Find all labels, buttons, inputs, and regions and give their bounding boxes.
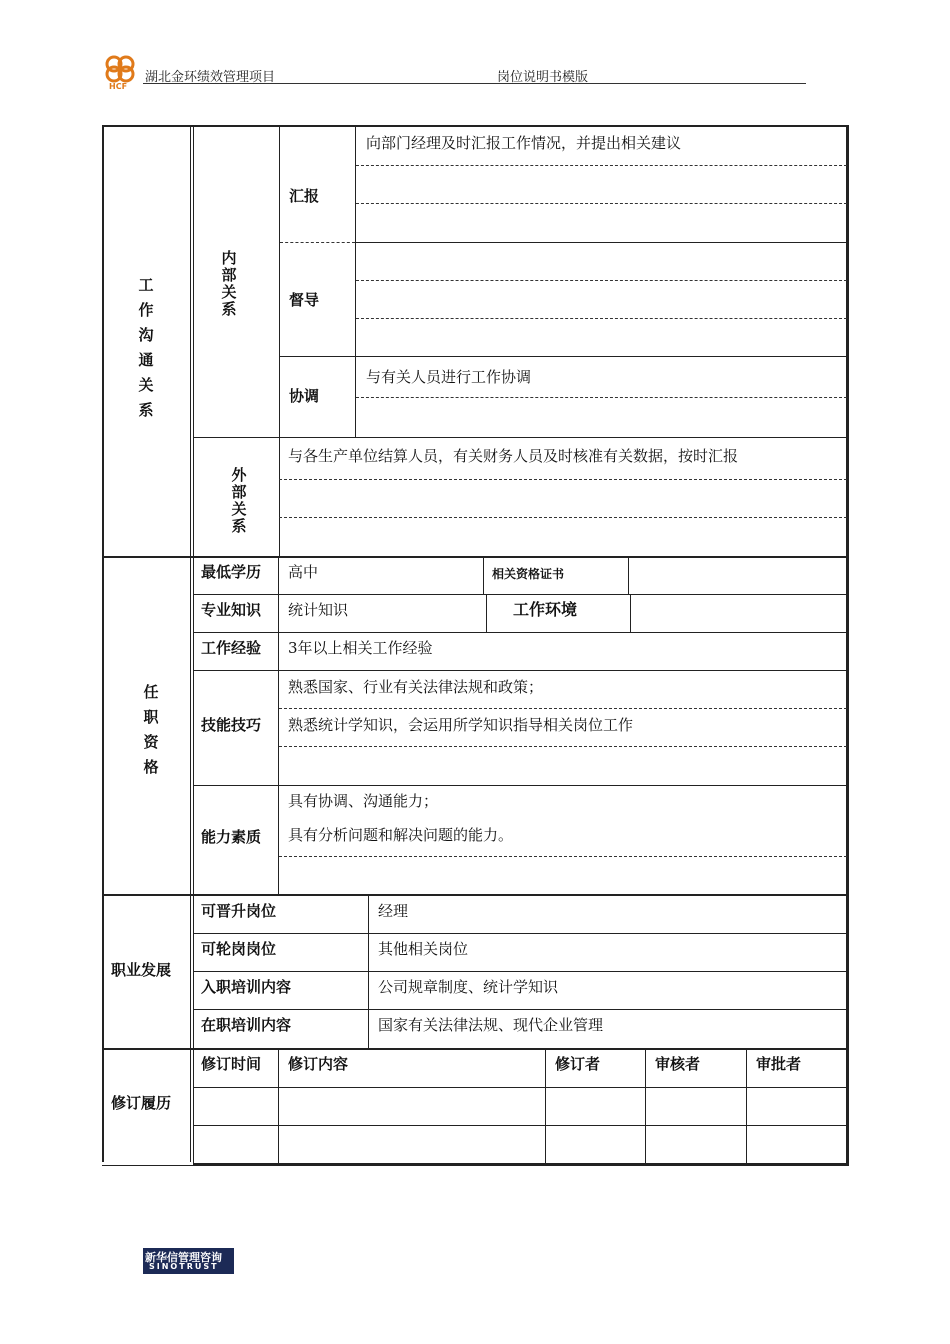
col-reviewer: 审核者 [655,1055,701,1073]
coordinate-text: 与有关人员进行工作协调 [366,368,532,386]
ability-line-1: 具有协调、沟通能力； [288,792,439,810]
comm-section-label: 工作沟通关系 [138,276,154,419]
qual-section-label: 任职资格 [143,683,159,776]
footer-brand-en: SINOTRUST [149,1262,219,1271]
promotion-label: 可晋升岗位 [201,902,277,920]
company-logo [101,52,139,92]
coordinate-label: 协调 [289,387,320,405]
header-project: 湖北金环绩效管理项目 [145,70,276,85]
header-doc-title: 岗位说明书模版 [497,70,589,85]
ability-line-2: 具有分析问题和解决问题的能力。 [288,826,514,844]
ongoing-training-value: 国家有关法律法规、现代企业管理 [378,1016,604,1034]
edu-label: 最低学历 [201,563,262,581]
onboard-training-value: 公司规章制度、统计学知识 [378,978,559,996]
knowledge-value: 统计知识 [288,601,349,619]
col-revision-time: 修订时间 [201,1055,262,1073]
skill-line-2: 熟悉统计学知识，会运用所学知识指导相关岗位工作 [288,716,634,734]
external-text: 与各生产单位结算人员，有关财务人员及时核准有关数据，按时汇报 [288,447,739,465]
skill-label: 技能技巧 [201,716,262,734]
career-section-label: 职业发展 [111,961,172,979]
internal-relation-label: 内部关系 [221,249,237,318]
col-approver: 审批者 [756,1055,802,1073]
logo-text: HCF [109,82,128,91]
experience-label: 工作经验 [201,639,262,657]
env-label: 工作环境 [513,600,578,619]
ability-label: 能力素质 [201,828,262,846]
rotation-label: 可轮岗岗位 [201,940,277,958]
header-rule [143,83,806,84]
report-label: 汇报 [289,187,320,205]
footer-brand-cn: 新华信管理咨询 [145,1251,222,1264]
job-description-table [102,125,848,1165]
cert-label: 相关资格证书 [492,567,565,581]
external-relation-label: 外部关系 [231,466,247,535]
footer-logo [143,1248,234,1274]
supervise-label: 督导 [289,291,320,309]
rotation-value: 其他相关岗位 [378,940,469,958]
revision-section-label: 修订履历 [111,1094,172,1112]
skill-line-1: 熟悉国家、行业有关法律法规和政策； [288,678,544,696]
onboard-training-label: 入职培训内容 [201,978,292,996]
col-revision-content: 修订内容 [288,1055,349,1073]
promotion-value: 经理 [378,902,409,920]
ongoing-training-label: 在职培训内容 [201,1016,292,1034]
report-text: 向部门经理及时汇报工作情况，并提出相关建议 [366,134,682,152]
edu-value: 高中 [288,563,319,581]
knowledge-label: 专业知识 [201,601,262,619]
experience-value: 3年以上相关工作经验 [288,639,433,657]
col-reviser: 修订者 [555,1055,601,1073]
